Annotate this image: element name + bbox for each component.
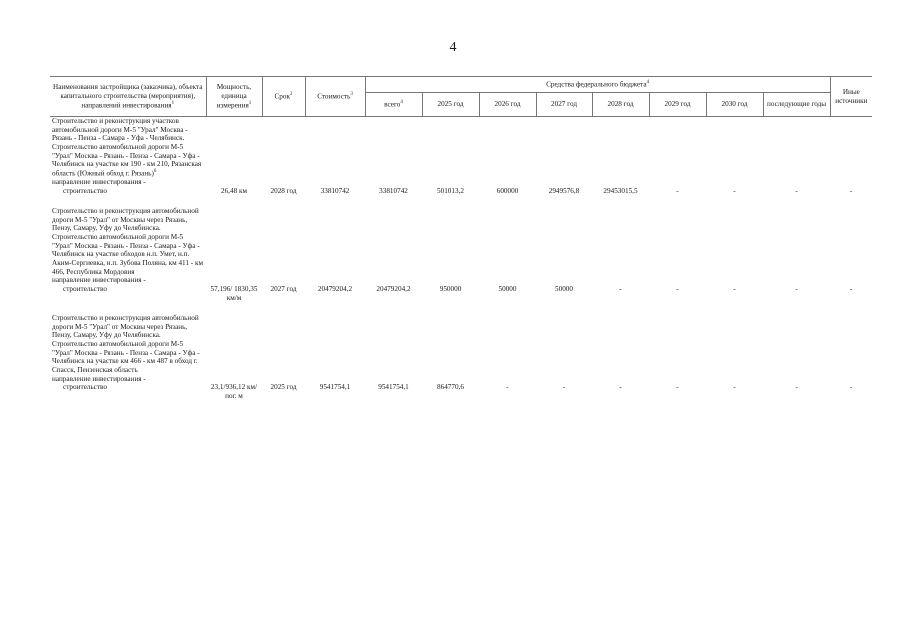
- year-value: -: [619, 383, 622, 392]
- object-description-row: [50, 314, 872, 374]
- header-cost: Стоимость$^3$: [305, 77, 365, 117]
- row-label: строительство: [63, 284, 107, 293]
- year-value: 864770,6: [437, 383, 464, 392]
- cost-value: 20479204,2: [317, 284, 353, 293]
- header-year: последующие годы: [763, 93, 830, 117]
- year-value: -: [676, 383, 679, 392]
- row-label: строительство: [63, 186, 107, 195]
- header-other-sources: Иные источники: [830, 77, 872, 117]
- year-value: -: [562, 383, 566, 392]
- header-year: 2028 год: [592, 93, 649, 117]
- term-value: 2028 год: [270, 186, 297, 195]
- year-value: 50000: [555, 284, 573, 293]
- object-description: Строительство и реконструкция участков автомобильной дороги М-5 "Урал" Москва - Рязань - Пенза - Самара - Уфа - Челябинск. Строительство автомобильной дороги М-5 "Урал" Москва - Рязань - Пенза - Самара - Уфа - Челябинск на участке км 190 - км 210, Рязанская область (Южный обход г. Рязань)$^6$: [52, 117, 202, 178]
- cost-value: 9541754,1: [319, 383, 351, 392]
- header-year: 2030 год: [706, 93, 763, 117]
- year-value: -: [676, 284, 679, 293]
- object-description-row: [50, 207, 872, 276]
- capacity-value: 57,196/ 1830,35 км/м: [210, 284, 258, 302]
- table-row: [50, 383, 872, 412]
- year-value: 50000: [498, 284, 517, 293]
- year-value: -: [795, 383, 798, 392]
- term-value: 2025 год: [270, 383, 297, 392]
- investment-table: [50, 76, 872, 413]
- header-year: 2029 год: [649, 93, 706, 117]
- year-value: -: [733, 284, 736, 293]
- row-label: строительство: [63, 383, 107, 392]
- direction-label: направление инвестирования -: [52, 177, 146, 186]
- term-value: 2027 год: [270, 284, 297, 293]
- direction-row: [50, 375, 872, 384]
- header-federal-budget: Средства федерального бюджета$^4$: [365, 77, 830, 93]
- header-year: 2027 год: [536, 93, 592, 117]
- capacity-value: 23,1/936,12 км/пог. м: [210, 383, 258, 400]
- year-value: -: [733, 186, 736, 195]
- object-description: Строительство и реконструкция автомобильной дороги М-5 "Урал" от Москвы через Рязань, Пензу, Самару, Уфу до Челябинска. Строительство автомобильной дороги М-5 "Урал" Москва - Рязань - Пенза - Самара - Уфа - Челябинск на участке обходов н.п. Умет, н.п. Аким-Сергиевка, н.п. Зубова Поляна, км 411 - км 466, Республика Мордовия: [52, 207, 203, 276]
- header-total: всего$^4$: [365, 93, 422, 117]
- other-value: -: [849, 383, 853, 392]
- capacity-value: 26,48 км: [220, 186, 247, 195]
- year-value: 950000: [439, 284, 462, 293]
- other-value: -: [849, 186, 853, 195]
- total-value: 9541754,1: [378, 383, 409, 392]
- year-value: 29453015,5: [603, 186, 638, 195]
- table-row: [50, 187, 872, 208]
- direction-label: направление инвестирования -: [52, 374, 146, 383]
- year-value: 501013,2: [437, 186, 464, 195]
- direction-label: направление инвестирования -: [52, 276, 146, 285]
- table-row: [50, 285, 872, 314]
- header-year: 2026 год: [479, 93, 536, 117]
- year-value: -: [795, 284, 798, 293]
- header-capacity: Мощность, единица измерения$^1$: [206, 77, 262, 117]
- year-value: -: [733, 383, 736, 392]
- page-number: 4: [449, 40, 457, 55]
- year-value: 600000: [496, 186, 519, 195]
- header-name: Наименования застройщика (заказчика), объекта капитального строительства (мероприятия), направлений инвестирования$^1$: [50, 77, 206, 117]
- total-value: 33810742: [379, 186, 408, 195]
- year-value: -: [795, 186, 798, 195]
- year-value: -: [619, 284, 622, 293]
- cost-value: 33810742: [320, 186, 350, 195]
- total-value: 20479204,2: [376, 284, 411, 293]
- header-year: 2025 год: [422, 93, 479, 117]
- year-value: 2949576,8: [548, 186, 580, 195]
- direction-row: [50, 178, 872, 187]
- object-description: Строительство и реконструкция автомобильной дороги М-5 "Урал" от Москвы через Рязань, Пензу, Самару, Уфу до Челябинска. Строительство автомобильной дороги М-5 "Урал" Москва - Рязань - Пенза - Самара - Уфа - Челябинск на участке км 466 - км 487 в обход г. Спасск, Пензенская область: [52, 314, 200, 375]
- year-value: -: [506, 383, 509, 392]
- direction-row: [50, 276, 872, 285]
- year-value: -: [676, 186, 679, 195]
- object-description-row: [50, 117, 872, 178]
- header-term: Срок$^2$: [262, 77, 305, 117]
- other-value: -: [849, 284, 853, 293]
